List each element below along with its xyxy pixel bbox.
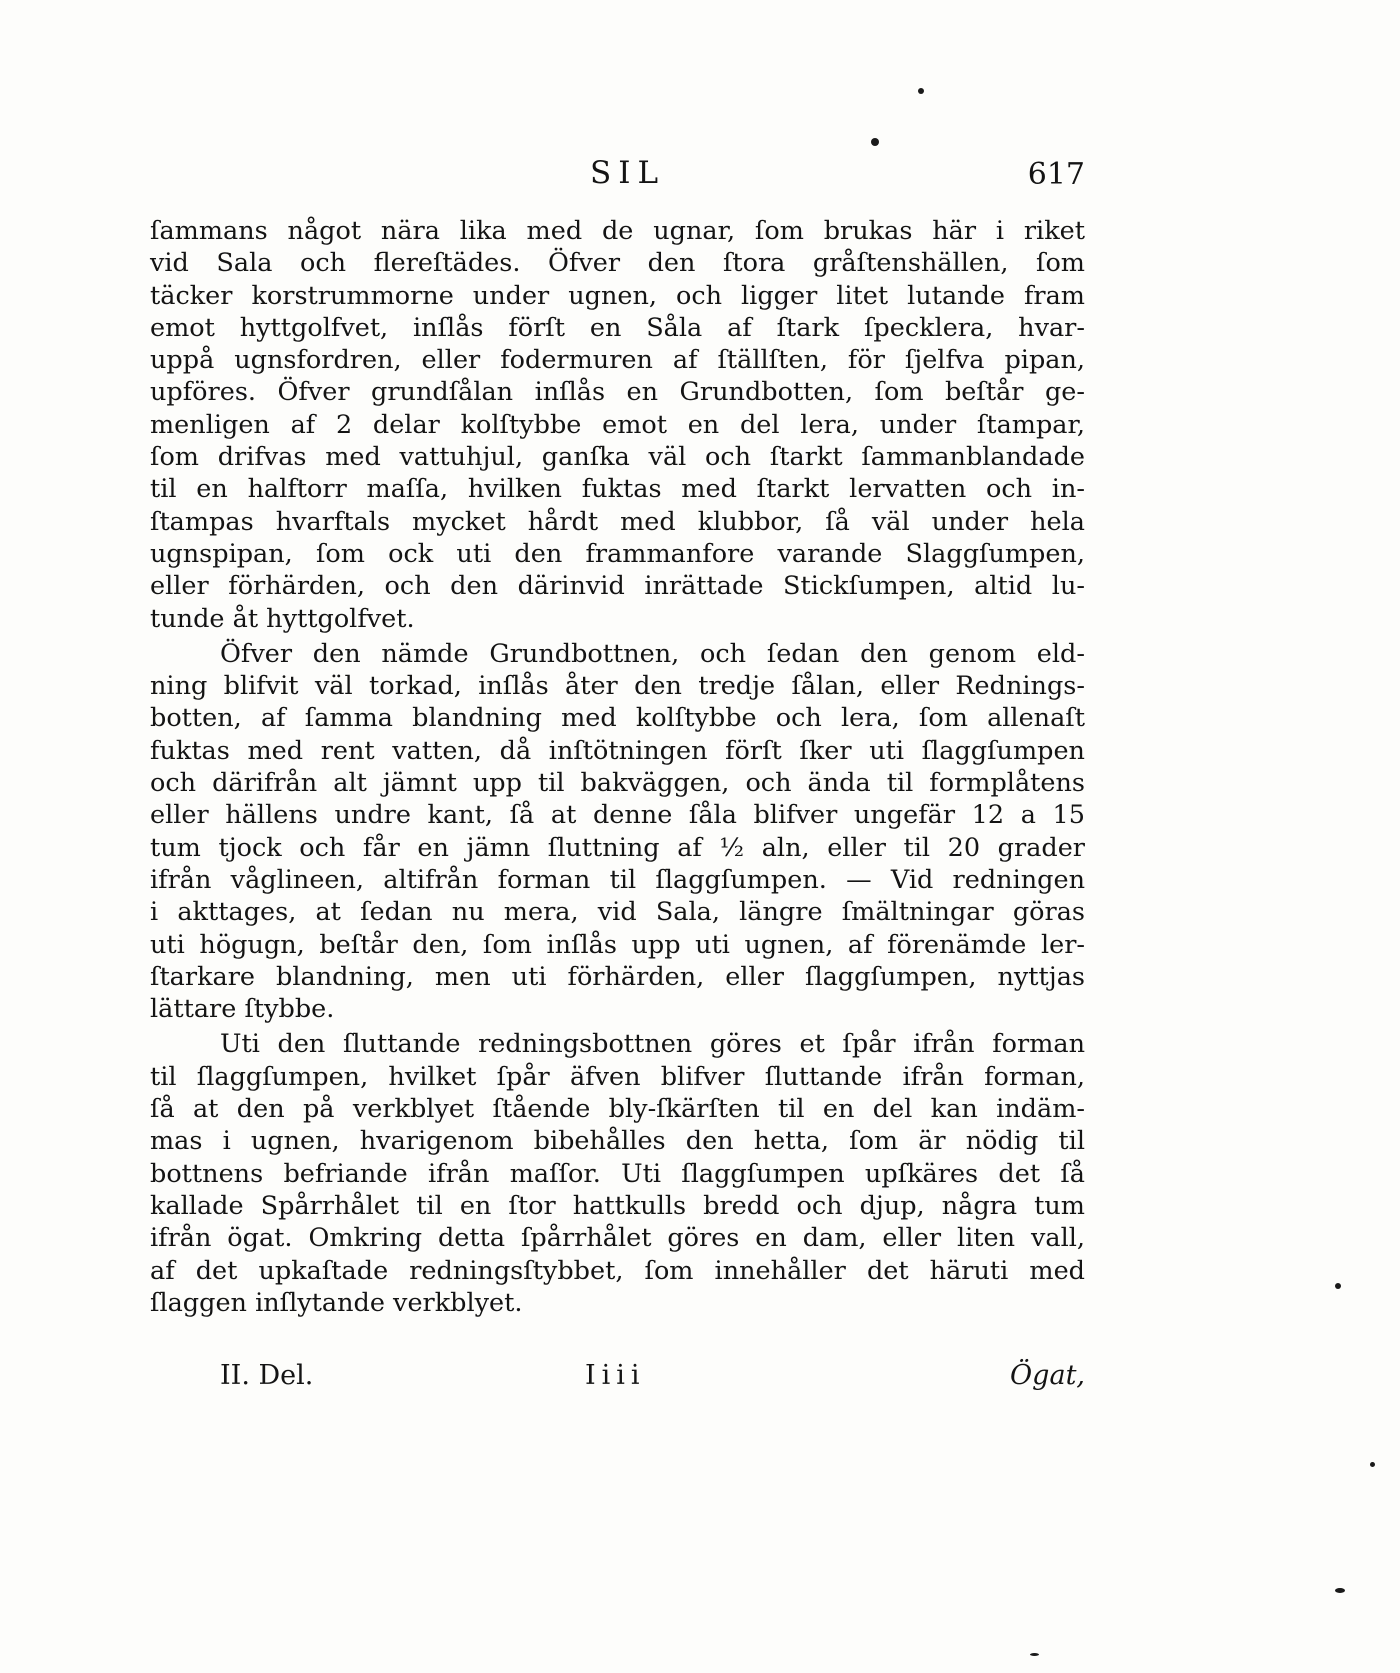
text-line: eller förhärden, och den därinvid inrättade Stickſumpen, altid lu-	[150, 571, 1085, 602]
text-line: emot hyttgolfvet, inſlås förſt en Såla af ſtark ſpecklera, hvar-	[150, 312, 1085, 343]
ink-speck	[871, 138, 879, 146]
text-line: ſammans något nära lika med de ugnar, ſom brukas här i riket	[150, 216, 1085, 246]
ink-speck	[1370, 1462, 1375, 1467]
ink-speck	[1335, 1588, 1345, 1593]
text-line: kallade Spårrhålet til en ſtor hattkulls bredd och djup, några tum	[150, 1190, 1085, 1221]
page-footer	[150, 1360, 1085, 1400]
running-head	[150, 155, 1085, 195]
text-line: menligen af 2 delar kolſtybbe emot en del lera, under ſtampar,	[150, 409, 1085, 440]
page-number: 617	[1027, 157, 1085, 192]
text-line: lättare ſtybbe.	[150, 994, 335, 1025]
text-line: Uti den ſluttande redningsbottnen göres et ſpår ifrån forman	[220, 1029, 1085, 1060]
text-line: vid Sala och flereſtädes. Öfver den ſtora gråſtenshällen, ſom	[150, 248, 1085, 279]
text-line: uti högugn, beſtår den, ſom inſlås upp uti ugnen, af förenämde ler-	[150, 929, 1085, 960]
text-line: botten, af ſamma blandning med kolſtybbe och lera, ſom allenaſt	[150, 703, 1085, 734]
ink-speck	[1030, 1653, 1039, 1656]
text-line: fuktas med rent vatten, då inſtötningen förſt ſker uti ſlaggſumpen	[150, 735, 1085, 766]
text-line: tunde åt hyttgolfvet.	[150, 603, 415, 634]
text-line: Öfver den nämde Grundbottnen, och ſedan den genom eld-	[220, 638, 1085, 669]
text-line: ning blifvit väl torkad, inſlås åter den tredje ſålan, eller Rednings-	[150, 671, 1085, 702]
body-text	[150, 215, 1085, 1322]
catchword: Ögat,	[1010, 1360, 1085, 1391]
text-line: ifrån ögat. Omkring detta ſpårrhålet göres en dam, eller liten vall,	[150, 1223, 1085, 1254]
text-line: uppå ugnsfordren, eller fodermuren af ſtällſten, för ſjelfva pipan,	[150, 345, 1085, 376]
ink-speck	[918, 88, 924, 94]
text-line: täcker korstrummorne under ugnen, och ligger litet lutande fram	[150, 280, 1085, 311]
text-line: ſlaggen inſlytande verkblyet.	[150, 1287, 523, 1318]
text-line: ſtarkare blandning, men uti förhärden, eller ſlaggſumpen, nyttjas	[150, 961, 1085, 992]
text-line: ifrån våglineen, altifrån forman til ſlaggſumpen. — Vid redningen	[150, 864, 1085, 895]
text-line: bottnens befriande ifrån maſſor. Uti ſlaggſumpen upſkäres det ſå	[150, 1158, 1085, 1189]
text-line: och därifrån alt jämnt upp til bakväggen, och ända til formplåtens	[150, 768, 1085, 799]
text-line: eller hällens undre kant, ſå at denne ſåla blifver ungefär 12 a 15	[150, 800, 1085, 831]
volume-mark: II. Del.	[220, 1360, 314, 1391]
text-line: til en halftorr maſſa, hvilken fuktas med ſtarkt lervatten och in-	[150, 474, 1085, 505]
paragraph-1	[150, 215, 1085, 635]
text-line: mas i ugnen, hvarigenom bibehålles den hetta, ſom är nödig til	[150, 1126, 1085, 1157]
text-line: af det upkaſtade redningsſtybbet, ſom innehåller det häruti med	[150, 1255, 1085, 1286]
text-line: i akttages, at ſedan nu mera, vid Sala, längre ſmältningar göras	[150, 897, 1085, 928]
signature-mark: Iiii	[585, 1360, 646, 1391]
text-line: ſtampas hvarftals mycket hårdt med klubbor, ſå väl under hela	[150, 506, 1085, 537]
text-line: ſå at den på verkblyet ſtående bly-ſkärſten til en del kan indäm-	[150, 1094, 1085, 1125]
text-line: til ſlaggſumpen, hvilket ſpår äfven blifver ſluttande ifrån forman,	[150, 1061, 1085, 1092]
text-line: ſom drifvas med vattuhjul, ganſka väl och ſtarkt ſammanblandade	[150, 442, 1085, 473]
text-line: upföres. Öfver grundſålan inſlås en Grundbotten, ſom beſtår ge-	[150, 377, 1085, 408]
text-line: tum tjock och får en jämn ſluttning af ½ aln, eller til 20 grader	[150, 832, 1085, 863]
running-title: SIL	[590, 155, 666, 191]
paragraph-2	[150, 638, 1085, 1026]
text-line: ugnspipan, ſom ock uti den frammanfore varande Slaggſumpen,	[150, 538, 1085, 569]
ink-speck	[1335, 1283, 1341, 1289]
paragraph-3	[150, 1028, 1085, 1319]
